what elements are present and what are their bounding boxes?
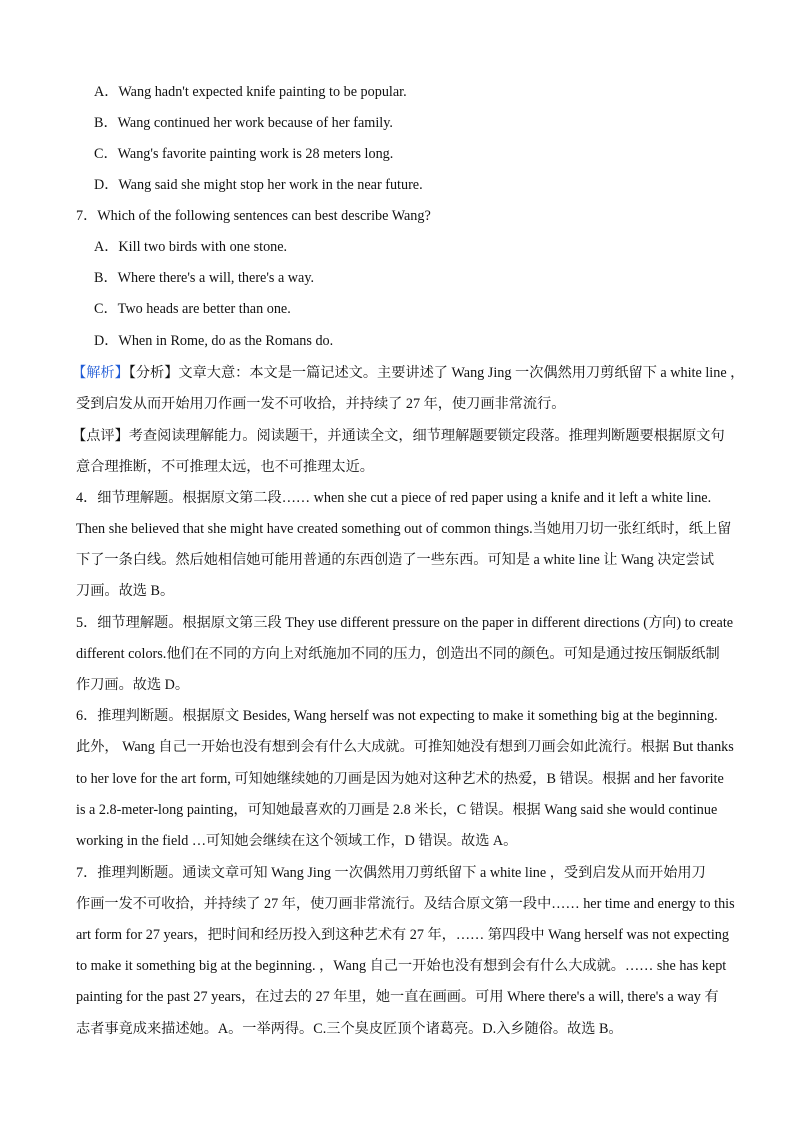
analysis-line-1 <box>72 363 744 383</box>
q7-option-c: C．Two heads are better than one. <box>94 301 291 317</box>
explanation-line: is a 2.8-meter-long painting，可知她最喜欢的刀画是 2.8 米长，C 错误。根据 Wang said she would continue <box>76 802 718 818</box>
explanation-line: Then she believed that she might have created something out of common things.当她用刀切一张红纸时，纸上留 <box>76 521 732 537</box>
explanation-line: art form for 27 years，把时间和经历投入到这种艺术有 27 年，…… 第四段中 Wang herself was not expecting <box>76 927 729 943</box>
q6-option-c: C．Wang's favorite painting work is 28 meters long. <box>94 146 394 162</box>
explanation-line: 7．推理判断题。通读文章可知 Wang Jing 一次偶然用刀剪纸留下 a white line ，受到启发从而开始用刀 <box>76 865 706 881</box>
explanation-line: painting for the past 27 years，在过去的 27 年里，她一直在画画。可用 Where there's a will, there's a way 有 <box>76 989 719 1005</box>
explanation-line: to her love for the art form, 可知她继续她的刀画是因为她对这种艺术的热爱，B 错误。根据 and her favorite <box>76 771 724 787</box>
explanation-line: working in the field …可知她会继续在这个领域工作，D 错误。故选 A。 <box>76 833 518 849</box>
explanation-line: 5．细节理解题。根据原文第三段 They use different pressure on the paper in different directions (方向) to create <box>76 615 734 631</box>
q6-option-d: D．Wang said she might stop her work in the near future. <box>94 177 423 193</box>
explanation-line: 志者事竟成来描述她。A。一举两得。C.三个臭皮匠顶个诸葛亮。D.入乡随俗。故选 B。 <box>76 1021 623 1037</box>
q7-option-b: B．Where there's a will, there's a way. <box>94 270 315 286</box>
explanation-line: 刀画。故选 B。 <box>76 583 175 599</box>
explanation-line: 作画一发不可收拾，并持续了 27 年，使刀画非常流行。及结合原文第一段中…… her time and energy to this <box>76 896 735 912</box>
comment-line-1: 【点评】考查阅读理解能力。阅读题干，并通读全文，细节理解题要锁定段落。推理判断题要根据原文句 <box>72 428 725 444</box>
explanation-line: to make it something big at the beginning. ，Wang 自己一开始也没有想到会有什么大成就。…… she has kept <box>76 958 727 974</box>
q6-option-b: B．Wang continued her work because of her family. <box>94 115 393 131</box>
explanation-line: 4．细节理解题。根据原文第二段…… when she cut a piece of red paper using a knife and it left a white line. <box>76 490 712 506</box>
explanation-line: 此外， Wang 自己一开始也没有想到会有什么大成就。可推知她没有想到刀画会如此流行。根据 But thanks <box>76 739 734 755</box>
explanation-line: 6．推理判断题。根据原文 Besides, Wang herself was not expecting to make it something big at the beginning. <box>76 708 718 724</box>
q7-option-a: A．Kill two birds with one stone. <box>94 239 288 255</box>
explanation-line: 作刀画。故选 D。 <box>76 677 190 693</box>
analysis-summary-text: 【分析】文章大意：本文是一篇记述文。主要讲述了 Wang Jing 一次偶然用刀剪纸留下 a white line ， <box>128 365 745 381</box>
comment-line-2: 意合理推断，不可推理太远，也不可推理太近。 <box>76 459 374 475</box>
analysis-line-2: 受到启发从而开始用刀作画一发不可收拾，并持续了 27 年，使刀画非常流行。 <box>76 396 566 412</box>
q7-option-d: D．When in Rome, do as the Romans do. <box>94 333 334 349</box>
explanation-line: different colors.他们在不同的方向上对纸施加不同的压力，创造出不同的颜色。可知是通过按压铜版纸制 <box>76 646 720 662</box>
explanation-line: 下了一条白线。然后她相信她可能用普通的东西创造了一些东西。可知是 a white line 让 Wang 决定尝试 <box>76 552 715 568</box>
q7-stem: 7．Which of the following sentences can best describe Wang? <box>76 208 431 224</box>
analysis-tag: 【解析】 <box>72 365 129 381</box>
q6-option-a: A．Wang hadn't expected knife painting to be popular. <box>94 84 407 100</box>
